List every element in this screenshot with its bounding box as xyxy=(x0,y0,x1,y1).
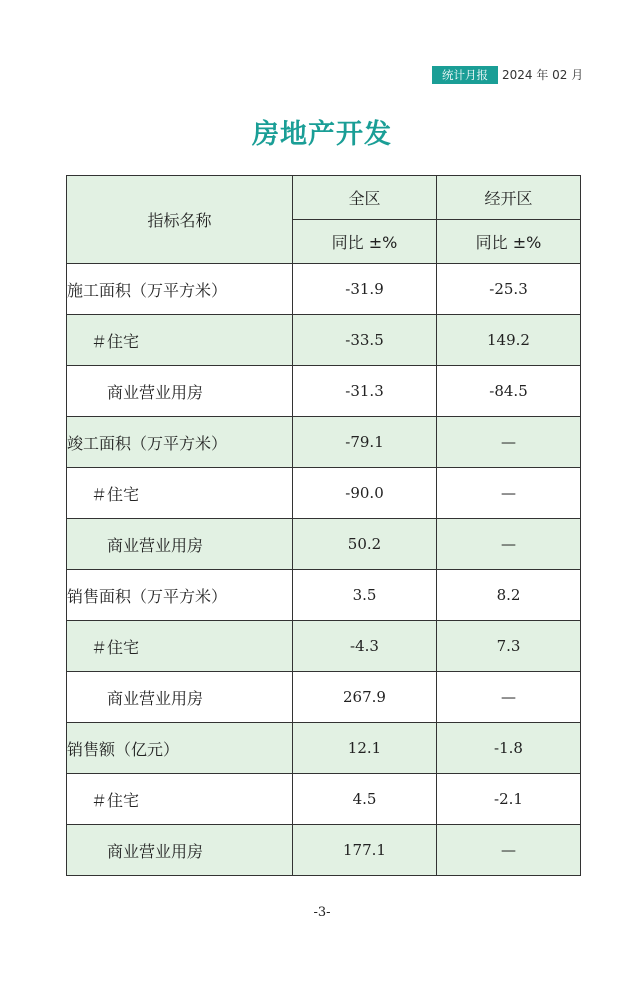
value-dev-zone: -84.5 xyxy=(437,366,581,417)
row-label: ＃住宅 xyxy=(67,621,293,672)
value-whole-district: 177.1 xyxy=(293,825,437,876)
value-whole-district: 267.9 xyxy=(293,672,437,723)
row-label: ＃住宅 xyxy=(67,468,293,519)
column-header-whole-district: 全区 xyxy=(293,176,437,220)
table-row xyxy=(67,723,581,774)
table-row xyxy=(67,519,581,570)
value-whole-district: -4.3 xyxy=(293,621,437,672)
page-number: -3- xyxy=(313,905,331,920)
table-row xyxy=(67,672,581,723)
value-whole-district: 50.2 xyxy=(293,519,437,570)
indicator-name-header: 指标名称 xyxy=(67,176,293,264)
row-label: ＃住宅 xyxy=(67,774,293,825)
value-dev-zone: 8.2 xyxy=(437,570,581,621)
row-label: 竣工面积（万平方米） xyxy=(67,417,293,468)
value-dev-zone: — xyxy=(437,417,581,468)
row-label: 商业营业用房 xyxy=(67,825,293,876)
value-whole-district: -31.9 xyxy=(293,264,437,315)
value-whole-district: -33.5 xyxy=(293,315,437,366)
table-row xyxy=(67,468,581,519)
row-label: 商业营业用房 xyxy=(67,672,293,723)
value-dev-zone: — xyxy=(437,468,581,519)
value-whole-district: -31.3 xyxy=(293,366,437,417)
column-header-dev-zone: 经开区 xyxy=(437,176,581,220)
value-dev-zone: — xyxy=(437,825,581,876)
report-badge: 统计月报 xyxy=(432,66,498,84)
value-whole-district: 3.5 xyxy=(293,570,437,621)
subheader-yoy-whole-district: 同比 ±% xyxy=(293,220,437,264)
row-label: 商业营业用房 xyxy=(67,519,293,570)
value-whole-district: -79.1 xyxy=(293,417,437,468)
value-dev-zone: -1.8 xyxy=(437,723,581,774)
value-whole-district: 4.5 xyxy=(293,774,437,825)
row-label: 销售面积（万平方米） xyxy=(67,570,293,621)
table-row xyxy=(67,570,581,621)
value-dev-zone: — xyxy=(437,519,581,570)
row-label: 商业营业用房 xyxy=(67,366,293,417)
row-label: 施工面积（万平方米） xyxy=(67,264,293,315)
data-table xyxy=(66,175,581,876)
table-row xyxy=(67,366,581,417)
value-dev-zone: -2.1 xyxy=(437,774,581,825)
table-row xyxy=(67,774,581,825)
table-row xyxy=(67,825,581,876)
page-title: 房地产开发 xyxy=(252,119,392,150)
subheader-yoy-dev-zone: 同比 ±% xyxy=(437,220,581,264)
report-date: 2024 年 02 月 xyxy=(502,68,584,82)
value-dev-zone: 7.3 xyxy=(437,621,581,672)
value-dev-zone: -25.3 xyxy=(437,264,581,315)
value-whole-district: 12.1 xyxy=(293,723,437,774)
table-body xyxy=(67,264,581,876)
row-label: 销售额（亿元） xyxy=(67,723,293,774)
table-row xyxy=(67,315,581,366)
value-dev-zone: — xyxy=(437,672,581,723)
table-row xyxy=(67,264,581,315)
table-row xyxy=(67,621,581,672)
value-whole-district: -90.0 xyxy=(293,468,437,519)
value-dev-zone: 149.2 xyxy=(437,315,581,366)
row-label: ＃住宅 xyxy=(67,315,293,366)
table-row xyxy=(67,417,581,468)
